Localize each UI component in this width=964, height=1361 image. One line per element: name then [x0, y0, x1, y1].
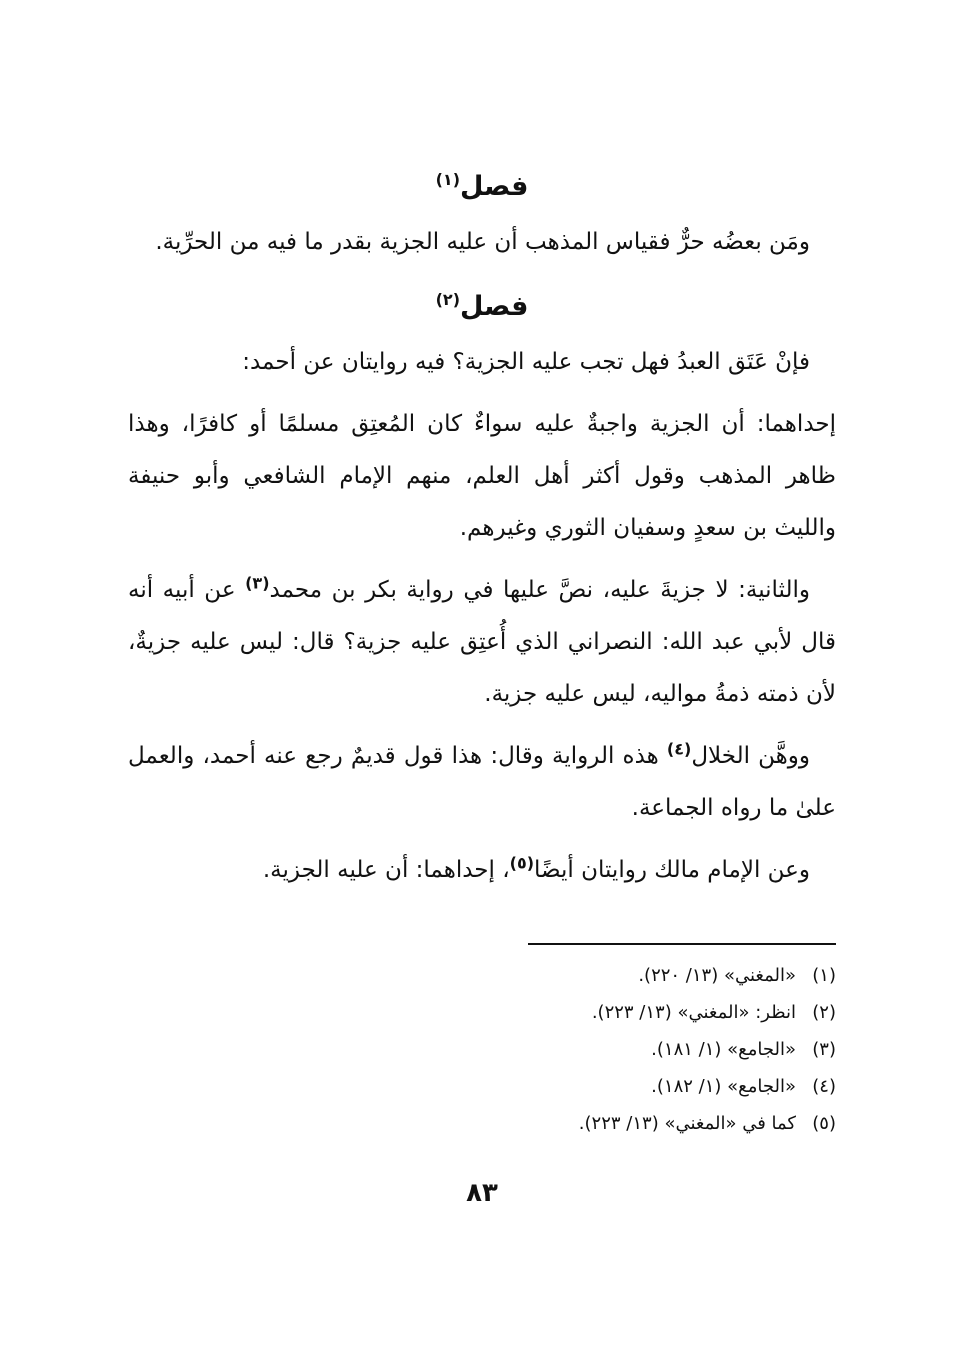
footnote-ref-5: (٥): [509, 853, 535, 873]
page-number: ٨٣: [466, 1178, 498, 1208]
paragraph-5-text-b: هذه الرواية وقال: هذا قول قديمٌ رجع عنه أحمد، والعمل علىٰ ما رواه الجماعة.: [128, 743, 836, 821]
section-heading-1: [128, 158, 836, 216]
footnotes-list: [300, 957, 836, 1142]
footnote-number: (١): [812, 965, 836, 986]
section-heading-2: [128, 278, 836, 336]
footnote-text: انظر: «المغني» (١٣/ ٢٢٣).: [591, 1002, 796, 1023]
footnote-item: [300, 1031, 836, 1068]
footnote-item: [300, 1068, 836, 1105]
footnote-ref-2: (٢): [435, 290, 460, 309]
section-heading-1-text: فصل: [460, 171, 529, 202]
footnote-ref-3: (٣): [245, 573, 270, 593]
main-text: [128, 158, 836, 906]
paragraph-6: [128, 844, 836, 896]
footnote-divider: [528, 943, 836, 945]
footnote-ref-1: (١): [435, 170, 460, 189]
footnote-text: «الجامع» (١/ ١٨١).: [651, 1039, 796, 1060]
section-heading-2-text: فصل: [460, 291, 529, 322]
footnote-number: (٣): [812, 1039, 836, 1060]
paragraph-4-text-a: والثانية: لا جزيةَ عليه، نصَّ عليها في رواية بكر بن محمد: [269, 577, 810, 603]
paragraph-5-text-a: ووهَّن الخلال: [691, 743, 810, 769]
footnote-item: [300, 1105, 836, 1142]
paragraph-4: [128, 564, 836, 720]
paragraph-6-text-a: وعن الإمام مالك روايتان أيضًا: [534, 857, 810, 883]
footnote-number: (٢): [812, 1002, 836, 1023]
paragraph-2: فإنْ عَتَق العبدُ فهل تجب عليه الجزية؟ فيه روايتان عن أحمد:: [242, 349, 810, 375]
footnote-item: [300, 994, 836, 1031]
footnote-text: «الجامع» (١/ ١٨٢).: [651, 1076, 796, 1097]
footnote-number: (٥): [812, 1113, 836, 1134]
footnote-text: «المغني» (١٣/ ٢٢٠).: [638, 965, 796, 986]
footnote-ref-4: (٤): [666, 739, 692, 759]
footnote-text: كما في «المغني» (١٣/ ٢٢٣).: [578, 1113, 796, 1134]
paragraph-5: [128, 730, 836, 834]
paragraph-1: ومَن بعضُه حرٌّ فقياس المذهب أن عليه الجزية بقدر ما فيه من الحرِّية.: [155, 229, 810, 255]
paragraph-6-text-b: ، إحداهما: أن عليه الجزية.: [262, 857, 510, 883]
footnote-item: [300, 957, 836, 994]
footnote-number: (٤): [812, 1076, 836, 1097]
paragraph-3: إحداهما: أن الجزية واجبةٌ عليه سواءٌ كان المُعتِق مسلمًا أو كافرًا، وهذا ظاهر المذهب وقول أكثر أهل العلم، منهم الإمام الشافعي وأبو حنيفة والليث بن سعدٍ وسفيان الثوري وغيرهم.: [128, 411, 836, 541]
paragraph-4-text-b: عن أبيه أنه قال لأبي عبد الله: النصراني الذي أُعتِق عليه جزية؟ قال: ليس عليه جزيةٌ، لأن ذمته ذمةُ مواليه، ليس عليه جزية.: [128, 577, 836, 707]
